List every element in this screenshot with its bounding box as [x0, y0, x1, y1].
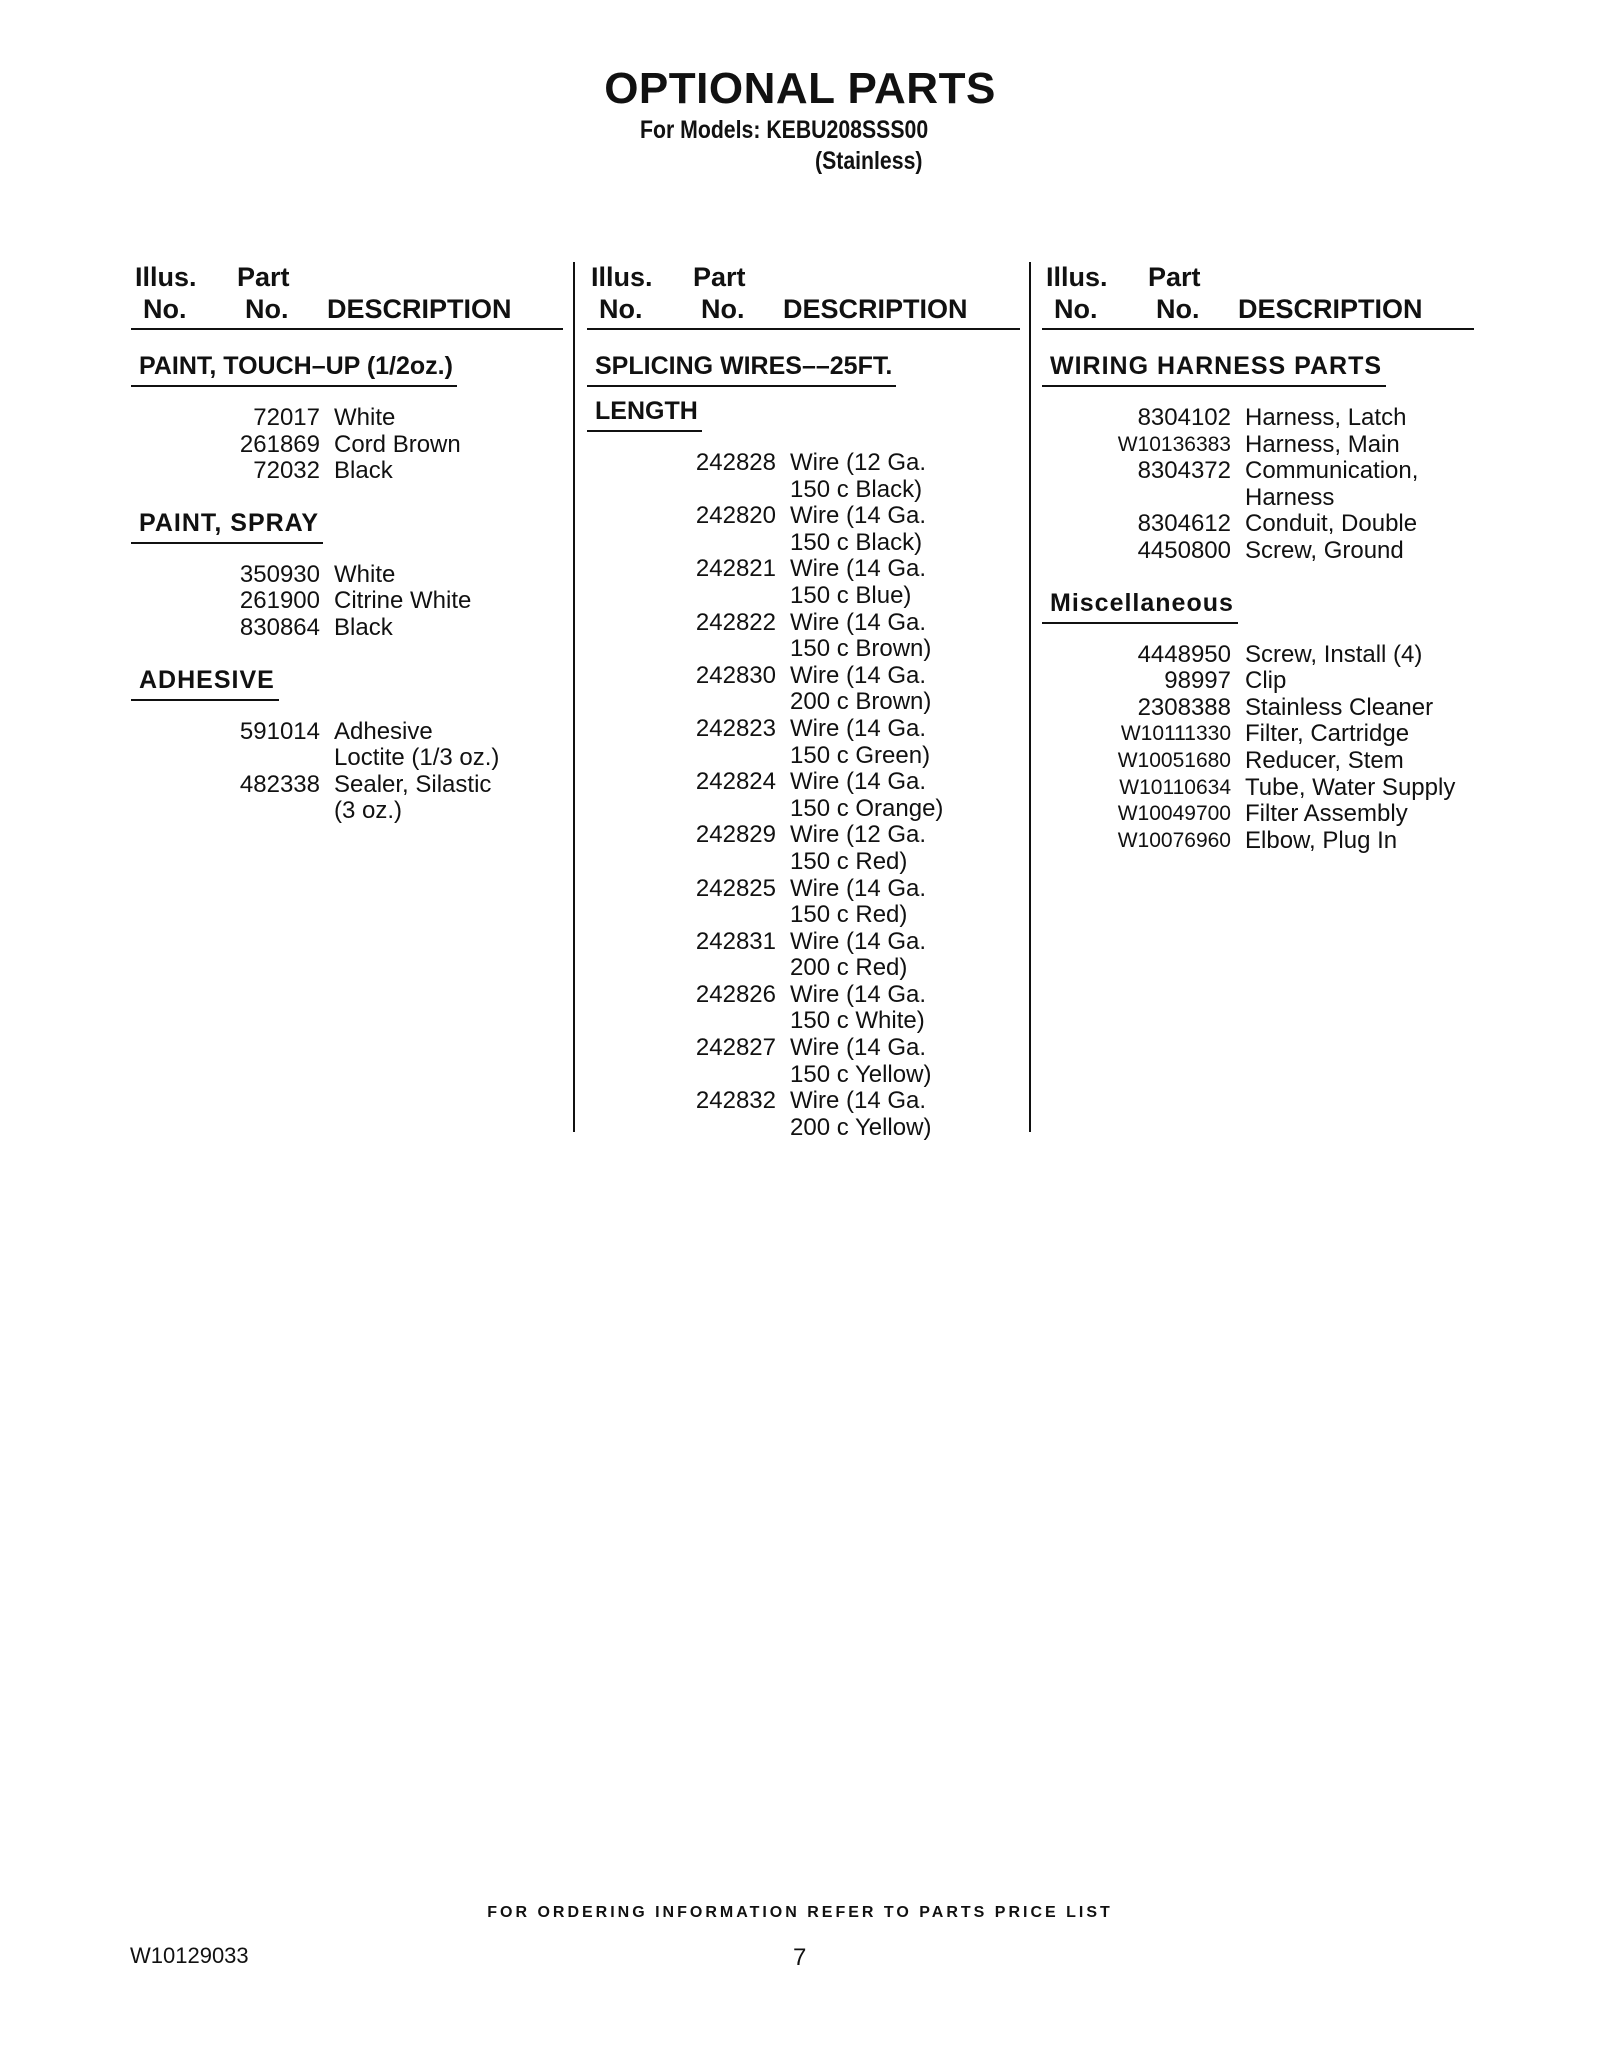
part-row: [1042, 405, 1474, 432]
part-row: [587, 876, 1020, 929]
column-divider: [1029, 262, 1031, 1132]
part-row: [1042, 538, 1474, 565]
models-line: For Models: KEBU208SSS00: [640, 116, 929, 144]
part-row: [1042, 642, 1474, 669]
part-row: [587, 663, 1020, 716]
description-line: Wire (14 Ga.: [790, 502, 927, 530]
part-row: [1042, 668, 1474, 695]
part-number: 830864: [239, 613, 320, 641]
part-description: [790, 876, 1020, 929]
part-description: [790, 769, 1020, 822]
part-description: [1245, 668, 1474, 695]
description-line: 150 c Yellow): [790, 1060, 932, 1088]
part-row: [131, 562, 563, 589]
part-header: Part: [237, 262, 290, 292]
part-row: [1042, 458, 1474, 511]
part-number: 242828: [695, 449, 776, 476]
part-number: W10049700: [1117, 802, 1231, 826]
illus-header: Illus.: [591, 262, 653, 292]
parts-column-3: [1042, 258, 1474, 854]
parts-column-1: [131, 258, 563, 825]
part-number: 242829: [695, 821, 776, 849]
parts-section: [131, 666, 563, 825]
part-description: [790, 982, 1020, 1035]
part-row: [1042, 775, 1474, 802]
parts-section: [1042, 352, 1474, 565]
part-description: [1245, 775, 1474, 802]
part-row: [587, 769, 1020, 822]
parts-list: [587, 450, 1020, 1141]
part-description: [334, 405, 563, 432]
part-number: 242825: [695, 874, 776, 902]
description-line: Wire (14 Ga.: [790, 768, 927, 796]
part-number: W10136383: [1117, 432, 1231, 456]
description-line: 150 c Red): [790, 847, 908, 875]
section-title: PAINT, SPRAY: [131, 509, 323, 544]
description-line: White: [334, 560, 396, 588]
parts-column-2: [587, 258, 1020, 1141]
part-description: [1245, 458, 1474, 511]
part-number: W10051680: [1117, 748, 1231, 772]
description-line: 150 c Brown): [790, 635, 932, 663]
description-line: 150 c Red): [790, 901, 908, 929]
part-number: 98997: [1164, 667, 1231, 695]
part-description: [1245, 695, 1474, 722]
description-line: 200 c Yellow): [790, 1113, 932, 1141]
description-line: Wire (12 Ga.: [790, 449, 927, 476]
description-line: Wire (14 Ga.: [790, 555, 927, 583]
part-description: [1245, 828, 1474, 855]
part-row: [1042, 511, 1474, 538]
part-description: [790, 716, 1020, 769]
description-line: Reducer, Stem: [1245, 746, 1404, 774]
description-line: Filter Assembly: [1245, 800, 1408, 828]
part-number: 72032: [253, 457, 320, 485]
part-no-header: No.: [1156, 294, 1200, 324]
description-line: Black: [334, 613, 393, 641]
description-line: Wire (14 Ga.: [790, 927, 927, 955]
description-line: Clip: [1245, 667, 1287, 695]
illus-no-header: No.: [143, 294, 187, 324]
finish-line: (Stainless): [815, 147, 923, 175]
part-description: [1245, 801, 1474, 828]
part-number: 2308388: [1137, 693, 1231, 721]
part-number: 4450800: [1137, 536, 1231, 564]
part-number: 242824: [695, 768, 776, 796]
description-line: 200 c Red): [790, 954, 908, 982]
description-line: Tube, Water Supply: [1245, 773, 1456, 801]
description-line: Wire (14 Ga.: [790, 1034, 927, 1062]
part-header: Part: [1148, 262, 1201, 292]
document-number: W10129033: [130, 1943, 249, 1968]
part-description: [334, 772, 563, 825]
description-line: Wire (14 Ga.: [790, 874, 927, 902]
description-line: Screw, Ground: [1245, 536, 1404, 564]
part-number: 350930: [239, 560, 320, 588]
part-row: [587, 929, 1020, 982]
illus-no-header: No.: [1054, 294, 1098, 324]
description-header: DESCRIPTION: [783, 294, 968, 324]
part-number: W10076960: [1117, 828, 1231, 852]
description-line: Harness: [1245, 483, 1335, 511]
description-line: 150 c Black): [790, 528, 923, 556]
part-number: 242823: [695, 714, 776, 742]
section-title: PAINT, TOUCH–UP (1/2oz.): [131, 352, 457, 387]
part-row: [1042, 721, 1474, 748]
part-description: [1245, 432, 1474, 459]
part-row: [131, 588, 563, 615]
description-line: Adhesive: [334, 717, 433, 745]
part-number: 482338: [239, 770, 320, 798]
description-line: Harness, Latch: [1245, 404, 1407, 431]
part-description: [334, 588, 563, 615]
parts-list: [131, 562, 563, 642]
part-description: [790, 929, 1020, 982]
section-title: LENGTH: [587, 397, 702, 432]
description-line: Stainless Cleaner: [1245, 693, 1434, 721]
part-header: Part: [693, 262, 746, 292]
part-row: [131, 719, 563, 772]
part-number: 261869: [239, 430, 320, 458]
part-number: 8304372: [1137, 457, 1231, 485]
part-row: [587, 822, 1020, 875]
parts-list: [131, 405, 563, 485]
description-line: Wire (14 Ga.: [790, 980, 927, 1008]
part-number: 242830: [695, 661, 776, 689]
part-row: [587, 982, 1020, 1035]
part-no-header: No.: [701, 294, 745, 324]
section-title: SPLICING WIRES––25FT.: [587, 352, 896, 387]
part-description: [1245, 642, 1474, 669]
ordering-note: FOR ORDERING INFORMATION REFER TO PARTS PRICE LIST: [487, 1904, 1113, 1921]
part-description: [334, 432, 563, 459]
part-description: [790, 610, 1020, 663]
description-line: Loctite (1/3 oz.): [334, 744, 500, 772]
part-number: 242831: [695, 927, 776, 955]
part-row: [1042, 695, 1474, 722]
parts-section: [587, 352, 1020, 1141]
column-divider: [573, 262, 575, 1132]
part-description: [1245, 748, 1474, 775]
part-row: [587, 1035, 1020, 1088]
part-row: [587, 556, 1020, 609]
page-title: OPTIONAL PARTS: [604, 64, 996, 113]
part-number: 242832: [695, 1087, 776, 1115]
description-line: 150 c Black): [790, 475, 923, 503]
description-line: Sealer, Silastic: [334, 770, 492, 798]
parts-list: [1042, 642, 1474, 855]
part-number: W10111330: [1120, 722, 1231, 746]
description-header: DESCRIPTION: [1238, 294, 1423, 324]
section-title: ADHESIVE: [131, 666, 279, 701]
part-description: [334, 719, 563, 772]
part-row: [131, 432, 563, 459]
description-line: Wire (14 Ga.: [790, 1087, 927, 1115]
column-header: [131, 258, 563, 330]
description-line: 150 c Green): [790, 741, 931, 769]
description-line: White: [334, 404, 396, 431]
part-no-header: No.: [245, 294, 289, 324]
part-description: [790, 450, 1020, 503]
page-number: 7: [793, 1944, 807, 1971]
part-row: [587, 503, 1020, 556]
part-description: [1245, 511, 1474, 538]
part-row: [131, 615, 563, 642]
part-number: 242826: [695, 980, 776, 1008]
part-row: [1042, 801, 1474, 828]
description-line: Filter, Cartridge: [1245, 720, 1410, 748]
description-line: Wire (14 Ga.: [790, 608, 927, 636]
parts-section: [131, 509, 563, 642]
part-description: [790, 822, 1020, 875]
illus-header: Illus.: [1046, 262, 1108, 292]
description-line: Wire (14 Ga.: [790, 661, 927, 689]
section-title-line: [587, 352, 1020, 387]
part-row: [587, 1088, 1020, 1141]
description-line: 200 c Brown): [790, 688, 932, 716]
description-line: 150 c White): [790, 1007, 925, 1035]
part-row: [1042, 432, 1474, 459]
description-line: Communication,: [1245, 457, 1419, 485]
part-number: 242820: [695, 502, 776, 530]
part-description: [790, 503, 1020, 556]
description-header: DESCRIPTION: [327, 294, 512, 324]
part-row: [587, 450, 1020, 503]
part-description: [1245, 538, 1474, 565]
description-line: Black: [334, 457, 393, 485]
part-description: [790, 1035, 1020, 1088]
part-description: [1245, 405, 1474, 432]
part-number: W10110634: [1119, 775, 1231, 799]
description-line: Elbow, Plug In: [1245, 826, 1398, 854]
part-row: [131, 772, 563, 825]
description-line: (3 oz.): [334, 797, 403, 825]
description-line: Harness, Main: [1245, 430, 1400, 458]
section-title: Miscellaneous: [1042, 589, 1238, 624]
description-line: 150 c Blue): [790, 581, 912, 609]
description-line: Wire (12 Ga.: [790, 821, 927, 849]
part-number: 261900: [239, 587, 320, 615]
part-row: [131, 405, 563, 432]
illus-no-header: No.: [599, 294, 643, 324]
part-description: [790, 663, 1020, 716]
part-description: [790, 1088, 1020, 1141]
part-number: 8304102: [1137, 404, 1231, 431]
part-number: 72017: [253, 404, 320, 431]
parts-section: [1042, 589, 1474, 855]
illus-header: Illus.: [135, 262, 197, 292]
part-row: [131, 458, 563, 485]
part-row: [587, 716, 1020, 769]
description-line: Conduit, Double: [1245, 510, 1418, 538]
parts-section: [131, 352, 563, 485]
description-line: Citrine White: [334, 587, 472, 615]
part-row: [1042, 748, 1474, 775]
part-description: [790, 556, 1020, 609]
part-number: 242827: [695, 1034, 776, 1062]
part-description: [334, 562, 563, 589]
description-line: 150 c Orange): [790, 794, 944, 822]
parts-list: [131, 719, 563, 825]
part-number: 591014: [239, 717, 320, 745]
description-line: Wire (14 Ga.: [790, 714, 927, 742]
part-description: [334, 458, 563, 485]
column-header: [1042, 258, 1474, 330]
part-number: 242821: [695, 555, 776, 583]
section-title-line: [587, 397, 1020, 432]
part-number: 242822: [695, 608, 776, 636]
part-row: [1042, 828, 1474, 855]
description-line: Screw, Install (4): [1245, 640, 1423, 668]
part-number: 4448950: [1137, 640, 1231, 668]
part-description: [1245, 721, 1474, 748]
part-number: 8304612: [1137, 510, 1231, 538]
part-row: [587, 610, 1020, 663]
parts-list: [1042, 405, 1474, 565]
section-title: WIRING HARNESS PARTS: [1042, 352, 1386, 387]
column-header: [587, 258, 1020, 330]
description-line: Cord Brown: [334, 430, 461, 458]
part-description: [334, 615, 563, 642]
